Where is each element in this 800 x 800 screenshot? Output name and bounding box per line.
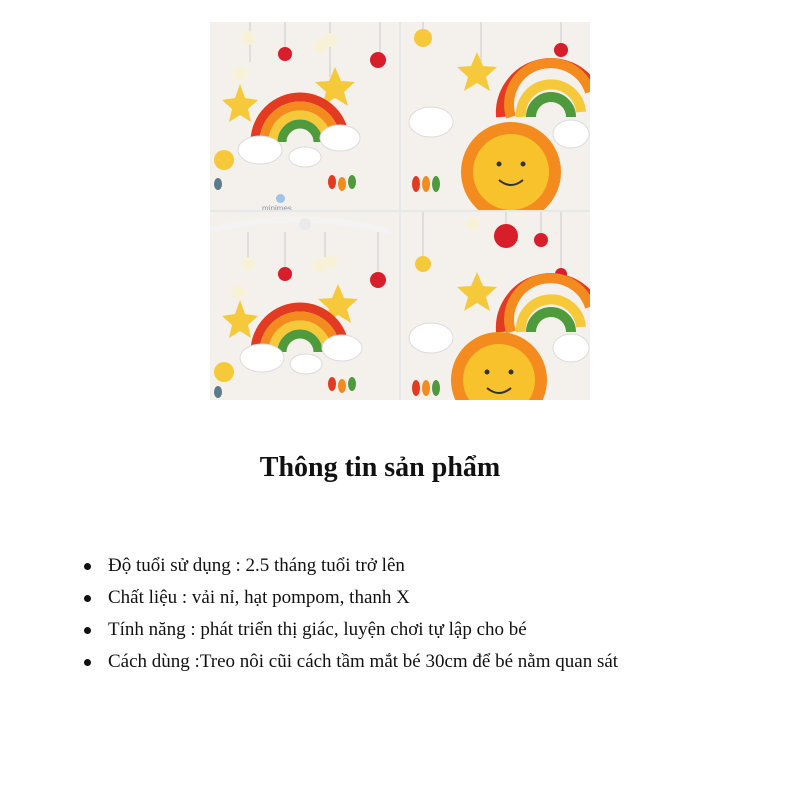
product-image-collage <box>210 22 590 400</box>
product-info-list <box>78 550 718 678</box>
photo-rainbow-mobile-bottom-left <box>210 212 399 400</box>
collage-divider-horizontal <box>210 210 590 212</box>
photo-rainbow-mobile-top-left <box>210 22 399 210</box>
info-item-age: Độ tuổi sử dụng : 2.5 tháng tuổi trở lên <box>78 550 718 582</box>
photo-sun-mobile-top-right <box>401 22 590 210</box>
watermark-text: minimes <box>262 204 292 210</box>
product-info-heading: Thông tin sản phẩm <box>259 452 501 483</box>
info-item-material: Chất liệu : vải nỉ, hạt pompom, thanh X <box>78 582 718 614</box>
info-item-usage: Cách dùng :Treo nôi cũi cách tầm mắt bé 30cm để bé nằm quan sát <box>78 646 718 678</box>
info-item-feature: Tính năng : phát triển thị giác, luyện chơi tự lập cho bé <box>78 614 718 646</box>
watermark-logo-icon <box>276 194 285 203</box>
photo-sun-mobile-bottom-right <box>401 212 590 400</box>
